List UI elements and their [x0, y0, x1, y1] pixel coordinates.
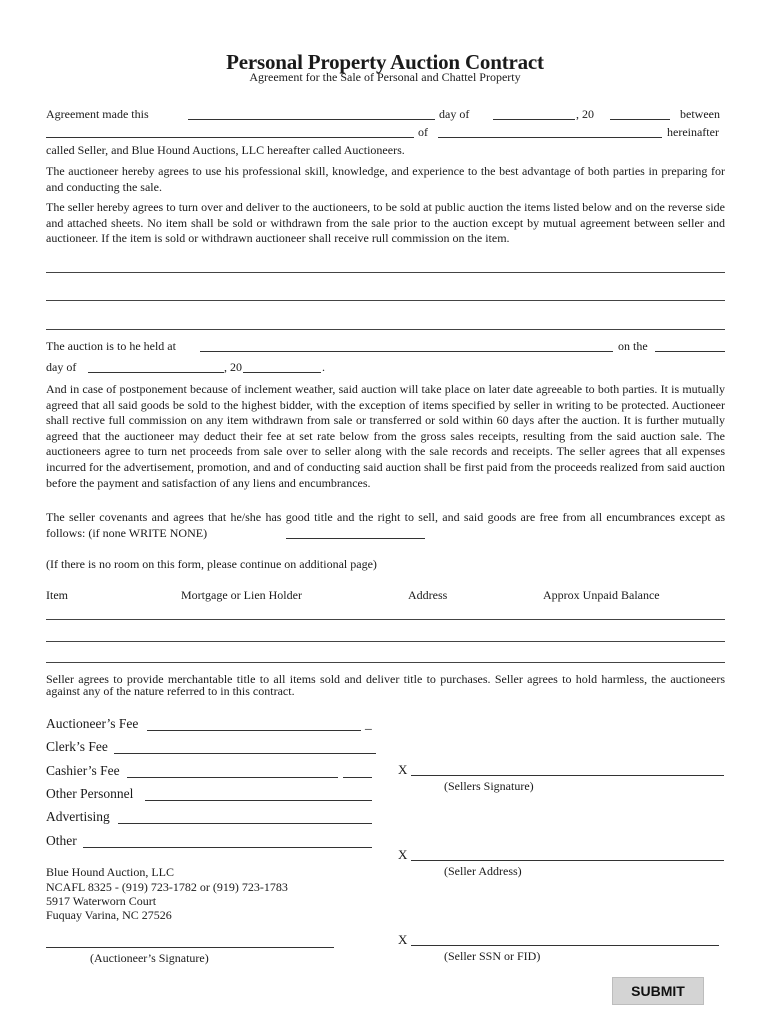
company-name: Blue Hound Auction, LLC — [46, 865, 174, 879]
made-this-label: Agreement made this — [46, 107, 149, 121]
seller-address-x: X — [398, 847, 408, 862]
cashier-fee-extra[interactable] — [343, 763, 372, 778]
items-line-3[interactable] — [46, 329, 725, 330]
auction-day-of-label: day of — [46, 360, 77, 374]
cashier-fee-label: Cashier’s Fee — [46, 763, 120, 778]
seller-ssn-x: X — [398, 932, 408, 947]
agreement-date-field[interactable] — [188, 107, 435, 120]
auction-year-field[interactable] — [243, 360, 321, 373]
paragraph-seller-delivery: The seller hereby agrees to turn over and deliver to the auctioneers, to be sold at public auction the items listed below and on the reverse side and attached sheets. No item shall be sold or withdrawn from the sale prior to the auction except by mutual agreement between seller and auctioneer. If the item is sold or withdrawn auctioneer shall receive rull commission on the item. — [46, 200, 725, 246]
auctioneer-fee-tail: _ — [365, 716, 372, 731]
company-city: Fuquay Varina, NC 27526 — [46, 908, 172, 922]
paragraph-merchantable-title: Seller agrees to provide merchantable title to all items sold and deliver title to purchases. Seller agrees to hold harmless, the auctioneers against any of the nature referred to in this contract. — [46, 672, 725, 698]
seller-signature-field[interactable] — [411, 762, 724, 776]
seller-ssn-caption: (Seller SSN or FID) — [444, 949, 541, 963]
agreement-month-field[interactable] — [493, 107, 575, 120]
lien-line-3[interactable] — [46, 662, 725, 663]
continue-note: (If there is no room on this form, please continue on additional page) — [46, 557, 377, 571]
seller-signature-caption: (Sellers Signature) — [444, 779, 534, 793]
seller-address-field[interactable] — [411, 847, 724, 861]
auction-day-field[interactable] — [655, 339, 725, 352]
advertising-label: Advertising — [46, 809, 110, 824]
lien-line-1[interactable] — [46, 619, 725, 620]
held-at-label: The auction is to he held at — [46, 339, 176, 353]
header-unpaid-balance: Approx Unpaid Balance — [543, 588, 660, 602]
other-fee-field[interactable] — [83, 833, 372, 848]
encumbrances-field[interactable] — [286, 526, 425, 539]
agreement-year-field[interactable] — [610, 107, 670, 120]
items-line-1[interactable] — [46, 272, 725, 273]
auction-year-prefix: , 20 — [224, 360, 242, 374]
lien-line-2[interactable] — [46, 641, 725, 642]
seller-ssn-field[interactable] — [411, 932, 719, 946]
other-fee-label: Other — [46, 833, 77, 848]
seller-signature-x: X — [398, 762, 408, 777]
year-prefix-label: , 20 — [576, 107, 594, 121]
auction-location-field[interactable] — [200, 339, 613, 352]
hereinafter-label: hereinafter — [667, 125, 719, 139]
other-personnel-label: Other Personnel — [46, 786, 134, 801]
seller-location-field[interactable] — [438, 125, 662, 138]
auctioneer-signature-caption: (Auctioneer’s Signature) — [90, 951, 209, 965]
header-address: Address — [408, 588, 448, 602]
items-line-2[interactable] — [46, 300, 725, 301]
header-lien-holder: Mortgage or Lien Holder — [181, 588, 302, 602]
auctioneer-fee-field[interactable] — [147, 716, 361, 731]
on-the-label: on the — [618, 339, 648, 353]
header-item: Item — [46, 588, 68, 602]
auction-month-field[interactable] — [88, 360, 224, 373]
paragraph-postponement: And in case of postponement because of inclement weather, said auction will take place on later date agreeable to both parties. It is mutually agreed that all said goods be sold to the highest bidder, with the exception of items specified by seller in writing to be protected. Auctioneer shall rective full commission on any item withdrawn from sale or transferred or sold within 60 days after the auction. It is further mutually agreed that the auctioneer may deduct their fee at set rate below from the gross sales receipts, resulting from the said auction sale. The auctioneers agree to turn net proceeds from sale over to seller along with the sale records and receipts. The seller agrees that all expenses incurred for the advertisement, promotion, and and of conducting said auction shall be first paid from the proceeds realized from said auction before the payment and satisfaction of any liens and encumbrances. — [46, 382, 725, 490]
cashier-fee-field[interactable] — [127, 763, 338, 778]
day-of-label: day of — [439, 107, 470, 121]
company-street: 5917 Waterworn Court — [46, 894, 157, 908]
auctioneer-fee-label: Auctioneer’s Fee — [46, 716, 139, 731]
page-title: Personal Property Auction Contract — [226, 50, 544, 74]
seller-address-caption: (Seller Address) — [444, 864, 522, 878]
seller-name-field[interactable] — [46, 125, 414, 138]
clerk-fee-field[interactable] — [114, 739, 376, 754]
auctioneer-signature-field[interactable] — [46, 935, 334, 948]
auction-period: . — [322, 360, 325, 374]
page-subtitle: Agreement for the Sale of Personal and Chattel Property — [249, 70, 521, 84]
parties-text: called Seller, and Blue Hound Auctions, LLC hereafter called Auctioneers. — [46, 143, 405, 157]
paragraph-good-title: The seller covenants and agrees that he/she has good title and the right to sell, and said goods are free from all encumbrances except as follows: (if none WRITE NONE) — [46, 510, 725, 540]
clerk-fee-label: Clerk’s Fee — [46, 739, 108, 754]
company-license: NCAFL 8325 - (919) 723-1782 or (919) 723-1783 — [46, 880, 288, 894]
paragraph-auctioneer-skill: The auctioneer hereby agrees to use his professional skill, knowledge, and experience to the best advantage of both parties in preparing for and conducting the sale. — [46, 164, 725, 194]
between-label: between — [680, 107, 720, 121]
advertising-field[interactable] — [118, 809, 372, 824]
other-personnel-field[interactable] — [145, 786, 372, 801]
submit-button[interactable]: SUBMIT — [612, 977, 704, 1005]
of-label: of — [418, 125, 428, 139]
